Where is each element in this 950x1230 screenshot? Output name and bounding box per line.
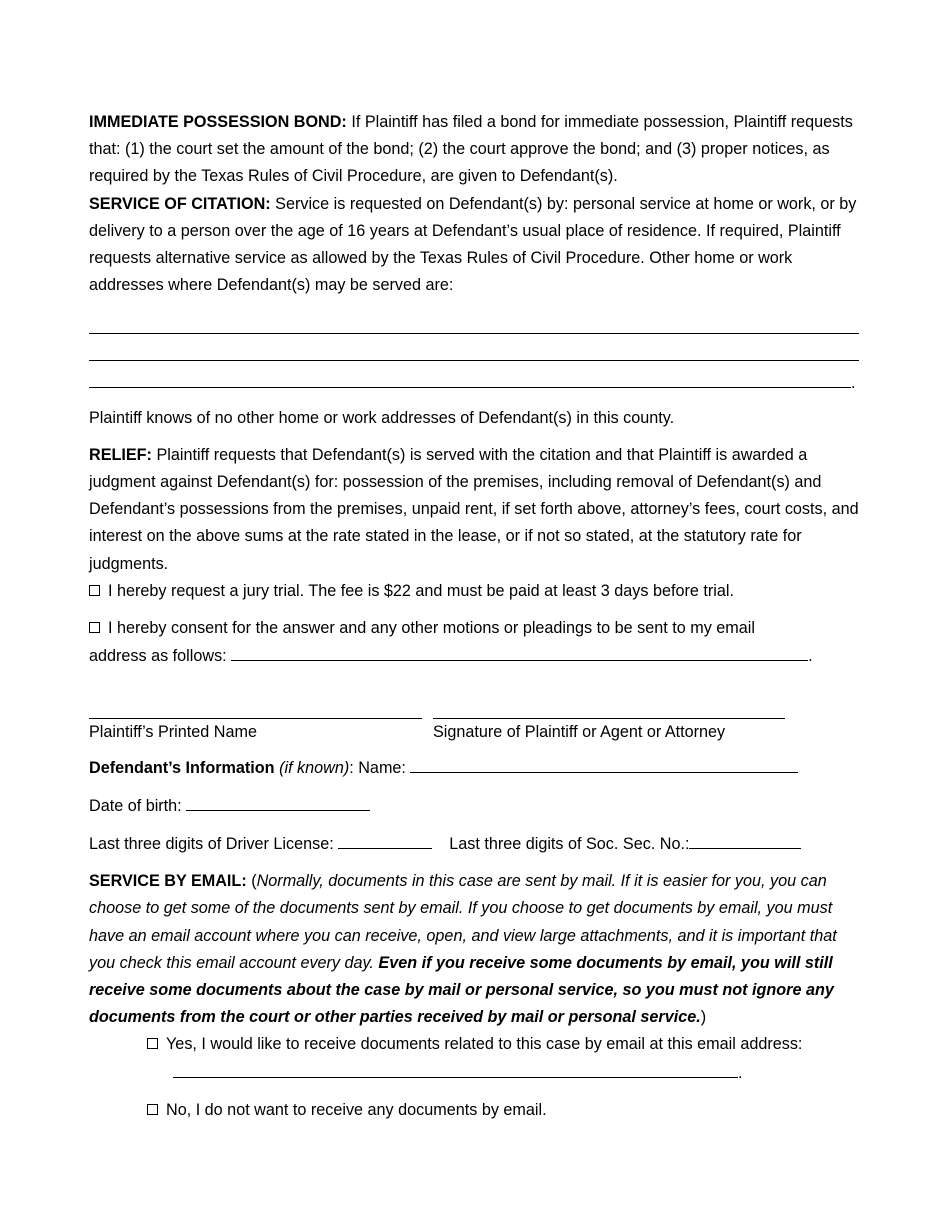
service-email-close-paren: ) <box>700 1008 707 1027</box>
defendant-name-row <box>89 754 862 782</box>
dob-label: Date of birth: <box>89 796 187 815</box>
defendant-name-field[interactable] <box>410 754 798 773</box>
defendant-name-label: : Name: <box>349 758 411 777</box>
consent-checkbox[interactable] <box>89 622 100 633</box>
email-yes-checkbox[interactable] <box>147 1038 158 1049</box>
consent-label-line2: address as follows: <box>89 647 232 666</box>
consent-option <box>89 615 862 670</box>
signature-label: Signature of Plaintiff or Agent or Attorney <box>433 723 726 742</box>
ssn-field[interactable] <box>689 830 801 849</box>
email-yes-period: . <box>738 1063 743 1082</box>
relief-paragraph <box>89 442 862 578</box>
dob-field[interactable] <box>186 792 370 811</box>
consent-period: . <box>808 647 813 666</box>
address-line-2[interactable] <box>89 334 859 361</box>
dl-label: Last three digits of Driver License: <box>89 835 339 854</box>
address-line-3[interactable] <box>89 361 851 388</box>
printed-name-line[interactable] <box>89 708 422 719</box>
relief-heading: RELIEF: <box>89 445 152 464</box>
id-digits-row <box>89 830 862 858</box>
bond-paragraph <box>89 109 862 191</box>
signature-row <box>89 708 862 746</box>
email-no-option <box>89 1097 862 1124</box>
service-email-open-paren: ( <box>246 872 257 891</box>
jury-label: I hereby request a jury trial. The fee is $22 and must be paid at least 3 days before trial. <box>108 581 734 600</box>
signature-line[interactable] <box>433 708 785 719</box>
relief-text: Plaintiff requests that Defendant(s) is served with the citation and that Plaintiff is awarded a judgment against Defendant(s) for: possession of the premises, including removal of Defendant(s) and Defendant’s possessions from the premises, unpaid rent, if set forth above, attorney’s fees, court costs, and interest on the above sums at the rate stated in the lease, or if not so stated, at the statutory rate for judgments. <box>89 445 859 573</box>
address-line-1[interactable] <box>89 307 859 334</box>
email-yes-option <box>89 1031 862 1058</box>
citation-text: Service is requested on Defendant(s) by: personal service at home or work, or by delivery to a person over the age of 16 years at Defendant’s usual place of residence. If required, Plaintiff requests alternative service as allowed by the Texas Rules of Civil Procedure. Other home or work addresses where Defendant(s) may be served are: <box>89 194 857 295</box>
email-no-label: No, I do not want to receive any documents by email. <box>166 1100 547 1119</box>
consent-label-line1: I hereby consent for the answer and any other motions or pleadings to be sent to my email <box>108 619 755 638</box>
consent-email-field[interactable] <box>231 642 808 661</box>
ssn-label: Last three digits of Soc. Sec. No.: <box>449 835 690 854</box>
defendant-heading: Defendant’s Information <box>89 758 275 777</box>
service-email-bold-italic: Even if you receive some documents by email, you will still receive some documents about the case by mail or personal service, so you must not ignore any documents from the court or other parties received by mail or personal service. <box>89 953 834 1027</box>
email-yes-label: Yes, I would like to receive documents related to this case by email at this email address: <box>166 1035 803 1054</box>
service-email-paragraph <box>89 868 862 1031</box>
email-no-checkbox[interactable] <box>147 1104 158 1115</box>
citation-heading: SERVICE OF CITATION: <box>89 194 271 213</box>
dob-row <box>89 792 862 820</box>
dl-field[interactable] <box>338 830 432 849</box>
jury-checkbox[interactable] <box>89 585 100 596</box>
printed-name-block <box>89 708 424 746</box>
email-yes-address-field[interactable] <box>173 1059 738 1078</box>
email-yes-address-row <box>89 1059 862 1087</box>
printed-name-label: Plaintiff’s Printed Name <box>89 723 257 742</box>
jury-option <box>89 578 862 605</box>
bond-text: If Plaintiff has filed a bond for immediate possession, Plaintiff requests that: (1) the court set the amount of the bond; (2) the court approve the bond; and (3) proper notices, as required by the Texas Rules of Civil Procedure, are given to Defendant(s). <box>89 113 853 186</box>
citation-paragraph <box>89 191 862 300</box>
address-period: . <box>851 374 856 393</box>
bond-heading: IMMEDIATE POSSESSION BOND: <box>89 113 347 131</box>
defendant-if-known: (if known) <box>279 758 350 777</box>
service-email-heading: SERVICE BY EMAIL: <box>89 872 247 891</box>
service-email-italic: Normally, documents in this case are sent by mail. If it is easier for you, you can choose to get some of the documents sent by email. If you choose to get documents by email, you must have an email account where you can receive, open, and view large attachments, and it is important that you check this email account every day. <box>89 872 837 972</box>
no-other-address-text: Plaintiff knows of no other home or work addresses of Defendant(s) in this county. <box>89 408 675 427</box>
signature-block <box>433 708 785 746</box>
